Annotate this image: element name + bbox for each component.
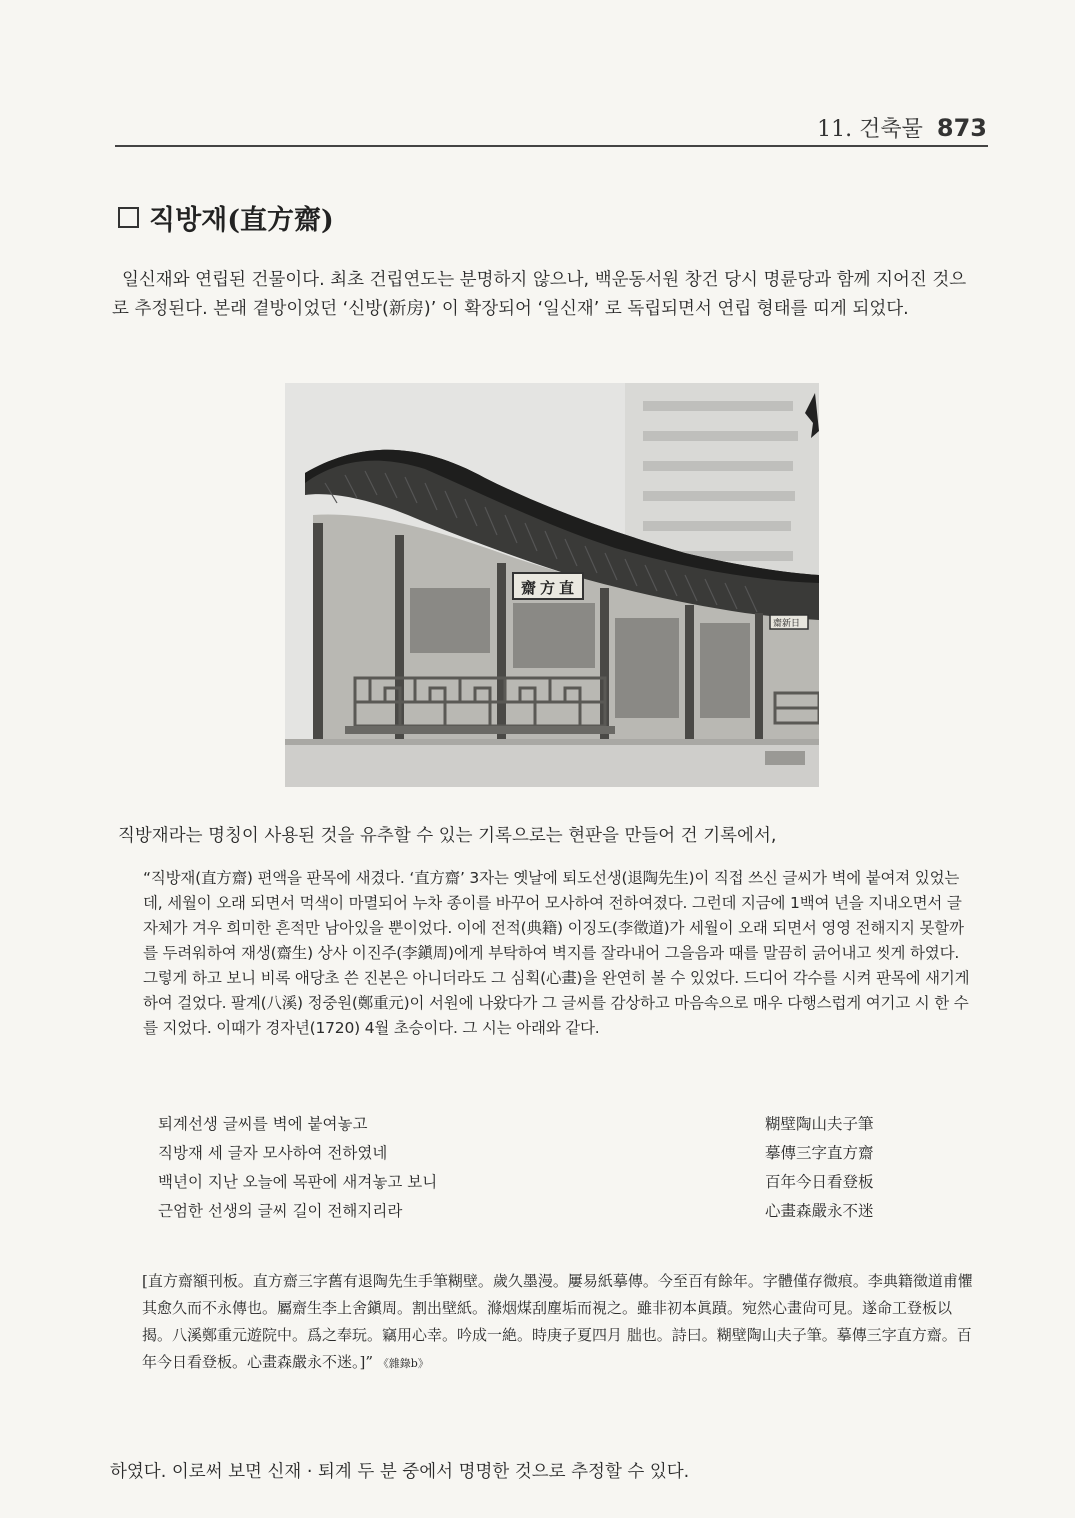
quoted-record: “직방재(直方齋) 편액을 판목에 새겼다. ‘直方齋’ 3자는 옛날에 퇴도선생(退陶先生)이 직접 쓰신 글씨가 벽에 붙여져 있었는데, 세월이 오래 되면서 먹색이 마멸되어 누차 종이를 바꾸어 모사하여 전하여졌다. 그런데 지금에 1백여 년을 지내오면서 글자체가 겨우 희미한 흔적만 남아있을 뿐이었다. 이에 전적(典籍) 이징도(李徵道)가 세월이 오래 되면서 영영 전해지지 못할까를 두려워하여 재생(齋生) 상사 이진주(李鎭周)에게 부탁하여 벽지를 잘라내어 그을음과 때를 말끔히 긁어내고 씻게 하였다. 그렇게 하고 보니 비록 애당초 쓴 진본은 아니더라도 그 심획(心畫)을 완연히 볼 수 있었다. 드디어 각수를 시켜 판목에 새기게 하여 걸었다. 팔계(八溪) 정중원(鄭重元)이 서원에 나왔다가 그 글씨를 감상하고 마음속으로 매우 다행스럽게 여기고 시 한 수를 지었다. 이때가 경자년(1720) 4월 초승이다. 그 시는 아래와 같다.	[143, 869, 970, 1037]
original-text: [直方齋額刊板。直方齋三字舊有退陶先生手筆糊壁。歲久墨漫。屢易紙摹傳。今至百有餘年。字體僅存微痕。李典籍徵道甫懼其愈久而不永傳也。屬齋生李上舍鎭周。割出壁紙。滌烟煤刮塵垢而視之。雖非初本眞蹟。宛然心畫尙可見。遂命工登板以揭。八溪鄭重元遊院中。爲之奉玩。竊用心幸。吟成一絶。時庚子夏四月 朏也。詩曰。糊壁陶山夫子筆。摹傳三字直方齋。百年今日看登板。心畫森嚴永不迷。]”	[142, 1272, 973, 1371]
poem-line: 摹傳三字直方齋	[765, 1144, 874, 1162]
section-heading	[118, 198, 334, 237]
checkbox-icon	[118, 207, 139, 228]
plaque-text: 齋方直	[521, 579, 579, 597]
header-rule	[115, 145, 988, 147]
poem-line: 心畫森嚴永不迷	[765, 1202, 874, 1220]
side-plaque-text: 齋新日	[773, 619, 801, 629]
source-citation: 《雜錄b》	[377, 1357, 429, 1370]
section-title-text: 직방재(直方齋)	[149, 205, 334, 236]
page-number: 873	[936, 114, 987, 142]
running-head	[817, 112, 987, 143]
original-text-block	[142, 1268, 977, 1377]
poem-hanja	[765, 1110, 874, 1226]
caption-lead: 직방재라는 명칭이 사용된 것을 유추할 수 있는 기록으로는 현판을 만들어 건 기록에서,	[118, 826, 777, 846]
building-photo	[285, 383, 819, 787]
poem-line: 근엄한 선생의 글씨 길이 전해지리라	[158, 1202, 403, 1220]
closing-paragraph: 하였다. 이로써 보면 신재 · 퇴계 두 분 중에서 명명한 것으로 추정할 수 있다.	[110, 1462, 690, 1482]
poem-line: 糊壁陶山夫子筆	[765, 1115, 874, 1133]
poem-line: 퇴계선생 글씨를 벽에 붙여놓고	[158, 1115, 368, 1133]
intro-paragraph: 일신재와 연립된 건물이다. 최초 건립연도는 분명하지 않으나, 백운동서원 창건 당시 명륜당과 함께 지어진 것으로 추정된다. 본래 곁방이었던 ‘신방(新房)’ 이 확장되어 ‘일신재’ 로 독립되면서 연립 형태를 띠게 되었다.	[112, 270, 967, 319]
poem-line: 백년이 지난 오늘에 목판에 새겨놓고 보니	[158, 1173, 438, 1191]
poem-korean	[158, 1110, 437, 1226]
chapter-title: 11. 건축물	[817, 117, 923, 142]
poem-line: 직방재 세 글자 모사하여 전하였네	[158, 1144, 388, 1162]
poem-line: 百年今日看登板	[765, 1173, 874, 1191]
